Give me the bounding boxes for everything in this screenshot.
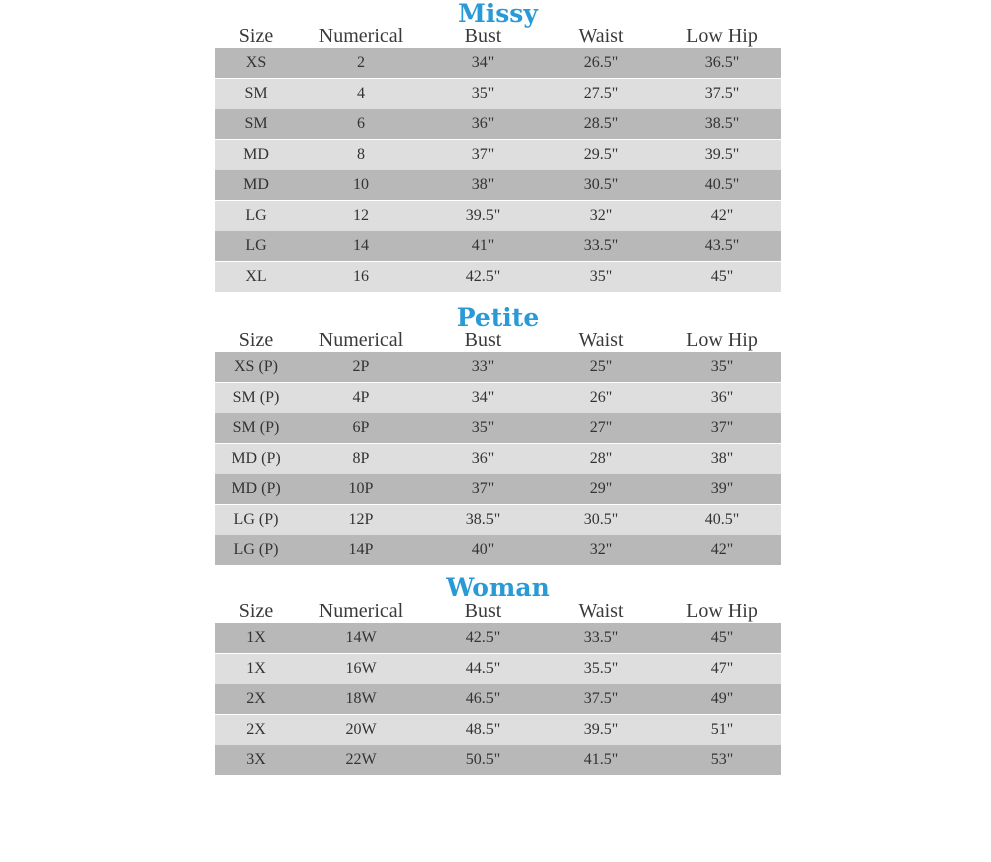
column-header: Waist bbox=[578, 25, 624, 47]
column-header: Numerical bbox=[318, 25, 404, 47]
table-cell: MD bbox=[243, 145, 269, 163]
table-cell: 30.5" bbox=[583, 176, 619, 193]
table-cell: 36.5" bbox=[704, 54, 740, 71]
table-cell: 4P bbox=[352, 388, 370, 406]
column-header: Size bbox=[238, 329, 274, 351]
table-row bbox=[215, 383, 781, 413]
table-cell: 14 bbox=[353, 237, 369, 254]
table-row bbox=[215, 444, 781, 474]
table-cell: 2X bbox=[246, 690, 266, 707]
table-cell: 42" bbox=[710, 206, 734, 224]
table-cell: 1X bbox=[246, 659, 266, 677]
table-cell: 29" bbox=[589, 480, 613, 497]
table-cell: MD bbox=[243, 176, 269, 193]
table-cell: 38" bbox=[710, 449, 734, 467]
table-row bbox=[215, 170, 781, 200]
column-header: Bust bbox=[464, 600, 502, 622]
table-cell: 35" bbox=[589, 267, 613, 285]
table-cell: 30.5" bbox=[583, 510, 619, 528]
table-cell: 43.5" bbox=[704, 237, 740, 254]
table-cell: 38.5" bbox=[465, 510, 501, 528]
table-row bbox=[215, 48, 781, 78]
table-row bbox=[215, 684, 781, 714]
table-cell: 46.5" bbox=[465, 690, 501, 707]
table-row bbox=[215, 140, 781, 170]
section-title: Missy bbox=[458, 0, 538, 28]
table-cell: XS bbox=[245, 54, 267, 71]
table-cell: 12 bbox=[353, 206, 369, 224]
table-cell: 6P bbox=[352, 419, 370, 436]
table-cell: 2 bbox=[357, 54, 365, 71]
table-cell: XS (P) bbox=[233, 358, 278, 375]
table-cell: 28.5" bbox=[583, 115, 619, 132]
column-header: Low Hip bbox=[686, 329, 758, 351]
header-row bbox=[215, 23, 781, 49]
table-cell: 35" bbox=[710, 358, 734, 375]
table-row bbox=[215, 231, 781, 261]
table-cell: 36" bbox=[471, 115, 495, 132]
table-cell: 20W bbox=[345, 720, 377, 738]
table-cell: 37.5" bbox=[704, 84, 740, 102]
column-header: Numerical bbox=[318, 329, 404, 351]
table-cell: 4 bbox=[357, 84, 365, 102]
table-cell: 26" bbox=[589, 388, 613, 406]
column-header: Size bbox=[238, 25, 274, 47]
table-cell: 39.5" bbox=[465, 206, 501, 224]
header-row bbox=[215, 598, 781, 624]
table-row bbox=[215, 715, 781, 745]
table-row bbox=[215, 623, 781, 653]
table-cell: MD (P) bbox=[231, 449, 281, 467]
table-row bbox=[215, 352, 781, 382]
table-cell: 35" bbox=[471, 84, 495, 102]
table-cell: SM bbox=[244, 115, 268, 132]
table-cell: 2X bbox=[246, 720, 266, 738]
table-row bbox=[215, 535, 781, 565]
table-cell: 37.5" bbox=[583, 690, 619, 707]
table-row bbox=[215, 474, 781, 504]
table-cell: 26.5" bbox=[583, 54, 619, 71]
column-header: Bust bbox=[464, 329, 502, 351]
table-cell: 35" bbox=[471, 419, 495, 436]
table-cell: LG (P) bbox=[233, 510, 279, 528]
table-cell: 14P bbox=[348, 541, 374, 558]
table-cell: 49" bbox=[710, 690, 734, 707]
table-cell: 36" bbox=[471, 449, 495, 467]
table-cell: SM (P) bbox=[232, 419, 280, 436]
section-title: Woman bbox=[446, 573, 550, 602]
table-cell: 38" bbox=[471, 176, 495, 193]
table-cell: 22W bbox=[345, 751, 377, 768]
table-cell: 47" bbox=[710, 659, 734, 677]
table-cell: 34" bbox=[471, 388, 495, 406]
table-cell: 10 bbox=[353, 176, 369, 193]
table-cell: 2P bbox=[352, 358, 370, 375]
table-cell: 37" bbox=[471, 145, 495, 163]
table-cell: 36" bbox=[710, 388, 734, 406]
column-header: Low Hip bbox=[686, 25, 758, 47]
table-cell: 51" bbox=[710, 720, 734, 738]
section-title: Petite bbox=[456, 303, 540, 332]
table-row bbox=[215, 654, 781, 684]
table-cell: 16W bbox=[345, 659, 377, 677]
table-cell: LG bbox=[245, 206, 267, 224]
table-cell: 33" bbox=[471, 358, 495, 375]
table-cell: 12P bbox=[348, 510, 374, 528]
table-cell: 37" bbox=[471, 480, 495, 497]
table-cell: 39.5" bbox=[704, 145, 740, 163]
table-cell: 33.5" bbox=[583, 237, 619, 254]
table-cell: 42" bbox=[710, 541, 734, 558]
column-header: Waist bbox=[578, 600, 624, 622]
column-header: Size bbox=[238, 600, 274, 622]
table-cell: 44.5" bbox=[465, 659, 501, 677]
table-cell: 8P bbox=[352, 449, 370, 467]
table-row bbox=[215, 79, 781, 109]
table-row bbox=[215, 262, 781, 292]
table-cell: 40.5" bbox=[704, 176, 740, 193]
table-cell: SM bbox=[244, 84, 268, 102]
table-cell: 42.5" bbox=[465, 629, 501, 646]
table-cell: 16 bbox=[353, 267, 369, 285]
header-row bbox=[215, 327, 781, 353]
table-cell: 8 bbox=[357, 145, 365, 163]
table-cell: XL bbox=[245, 267, 267, 285]
table-cell: 38.5" bbox=[704, 115, 740, 132]
table-cell: 50.5" bbox=[465, 751, 501, 768]
table-cell: 40" bbox=[471, 541, 495, 558]
table-cell: 41.5" bbox=[583, 751, 619, 768]
table-cell: 14W bbox=[345, 629, 377, 646]
table-cell: 27.5" bbox=[583, 84, 619, 102]
table-cell: 18W bbox=[345, 690, 377, 707]
table-cell: 6 bbox=[357, 115, 365, 132]
table-cell: 39.5" bbox=[583, 720, 619, 738]
table-cell: 25" bbox=[589, 358, 613, 375]
table-cell: 45" bbox=[710, 629, 734, 646]
table-cell: MD (P) bbox=[231, 480, 281, 497]
table-cell: 10P bbox=[348, 480, 374, 497]
table-cell: 33.5" bbox=[583, 629, 619, 646]
table-cell: SM (P) bbox=[232, 388, 280, 406]
table-cell: 3X bbox=[246, 751, 266, 768]
column-header: Low Hip bbox=[686, 600, 758, 622]
table-cell: 28" bbox=[589, 449, 613, 467]
table-row bbox=[215, 109, 781, 139]
table-row bbox=[215, 745, 781, 775]
table-cell: 39" bbox=[710, 480, 734, 497]
table-cell: LG (P) bbox=[233, 541, 279, 558]
table-row bbox=[215, 201, 781, 231]
table-cell: 45" bbox=[710, 267, 734, 285]
column-header: Numerical bbox=[318, 600, 404, 622]
table-cell: 37" bbox=[710, 419, 734, 436]
table-row bbox=[215, 505, 781, 535]
column-header: Waist bbox=[578, 329, 624, 351]
table-cell: 32" bbox=[589, 206, 613, 224]
table-cell: 48.5" bbox=[465, 720, 501, 738]
table-cell: 27" bbox=[589, 419, 613, 436]
table-cell: 42.5" bbox=[465, 267, 501, 285]
table-cell: 29.5" bbox=[583, 145, 619, 163]
table-cell: 53" bbox=[710, 751, 734, 768]
table-cell: LG bbox=[245, 237, 267, 254]
table-cell: 34" bbox=[471, 54, 495, 71]
table-cell: 40.5" bbox=[704, 510, 740, 528]
table-cell: 41" bbox=[471, 237, 495, 254]
table-cell: 32" bbox=[589, 541, 613, 558]
table-cell: 35.5" bbox=[583, 659, 619, 677]
table-cell: 1X bbox=[246, 629, 266, 646]
table-row bbox=[215, 413, 781, 443]
column-header: Bust bbox=[464, 25, 502, 47]
